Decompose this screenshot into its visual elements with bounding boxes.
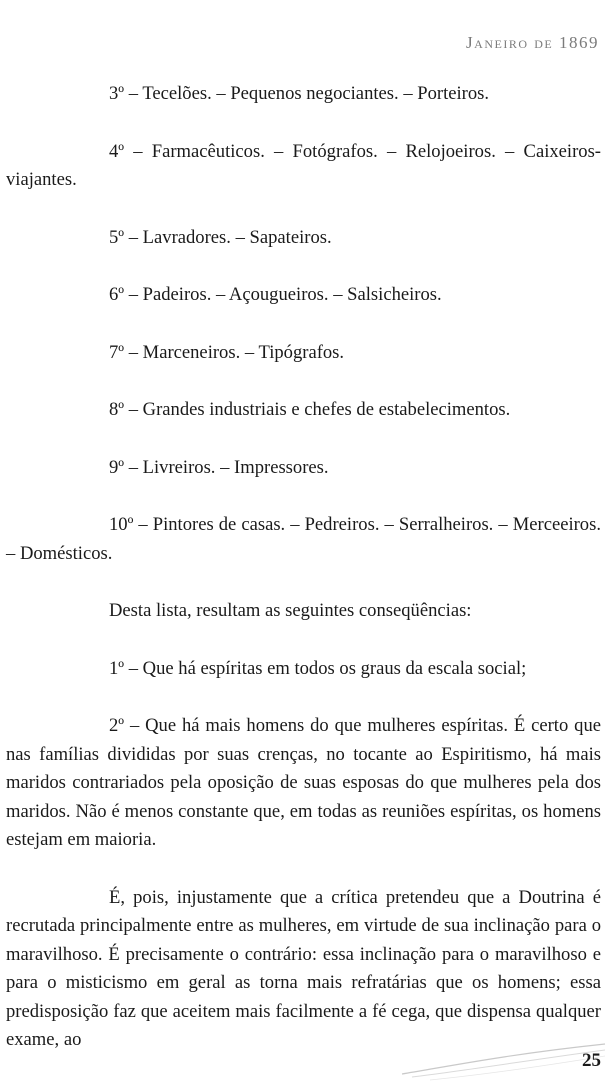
- running-head: Janeiro de 1869: [466, 33, 599, 52]
- body-text: [6, 80, 601, 1055]
- paragraph-consequence-1: 1º – Que há espíritas em todos os graus da escala social;: [109, 657, 527, 679]
- paragraph-critique: É, pois, injustamente que a crítica pretendeu que a Doutrina é recrutada principalmente entre as mulheres, em virtude de sua inclinação para o maravilhoso. É precisamente o contrário: essa inclinação para o maravilhoso e para o misticismo em geral as torna mais refratárias que os homens; essa predisposição faz que aceitem mais facilmente a fé cega, que dispensa qualquer exame, ao: [6, 886, 601, 1050]
- page-number: 25: [582, 1050, 601, 1071]
- paragraph-item-5: 5º – Lavradores. – Sapateiros.: [109, 226, 332, 248]
- paragraph-item-3: 3º – Tecelões. – Pequenos negociantes. – Porteiros.: [109, 83, 490, 104]
- paragraph-item-9: 9º – Livreiros. – Impressores.: [109, 456, 329, 478]
- paragraph-consequence-2: 2º – Que há mais homens do que mulheres espíritas. É certo que nas famílias divididas por suas crenças, no tocante ao Espiritismo, há mais maridos contrariados pela oposição de suas esposas do que mulheres pela dos maridos. Não é menos constante que, em todas as reuniões espíritas, os homens estejam em maioria.: [6, 715, 601, 850]
- footer-swoosh-icon: [400, 1040, 607, 1081]
- paragraph-item-6: 6º – Padeiros. – Açougueiros. – Salsicheiros.: [109, 284, 442, 305]
- paragraph-item-7: 7º – Marceneiros. – Tipógrafos.: [109, 341, 345, 363]
- paragraph-item-8: 8º – Grandes industriais e chefes de estabelecimentos.: [109, 399, 511, 420]
- paragraph-item-4: 4º – Farmacêuticos. – Fotógrafos. – Relojoeiros. – Caixeiros-viajantes.: [6, 140, 601, 190]
- paragraph-consequences-intro: Desta lista, resultam as seguintes conseqüências:: [109, 600, 472, 621]
- paragraph-item-10: 10º – Pintores de casas. – Pedreiros. – Serralheiros. – Merceeiros. – Domésticos.: [6, 514, 601, 564]
